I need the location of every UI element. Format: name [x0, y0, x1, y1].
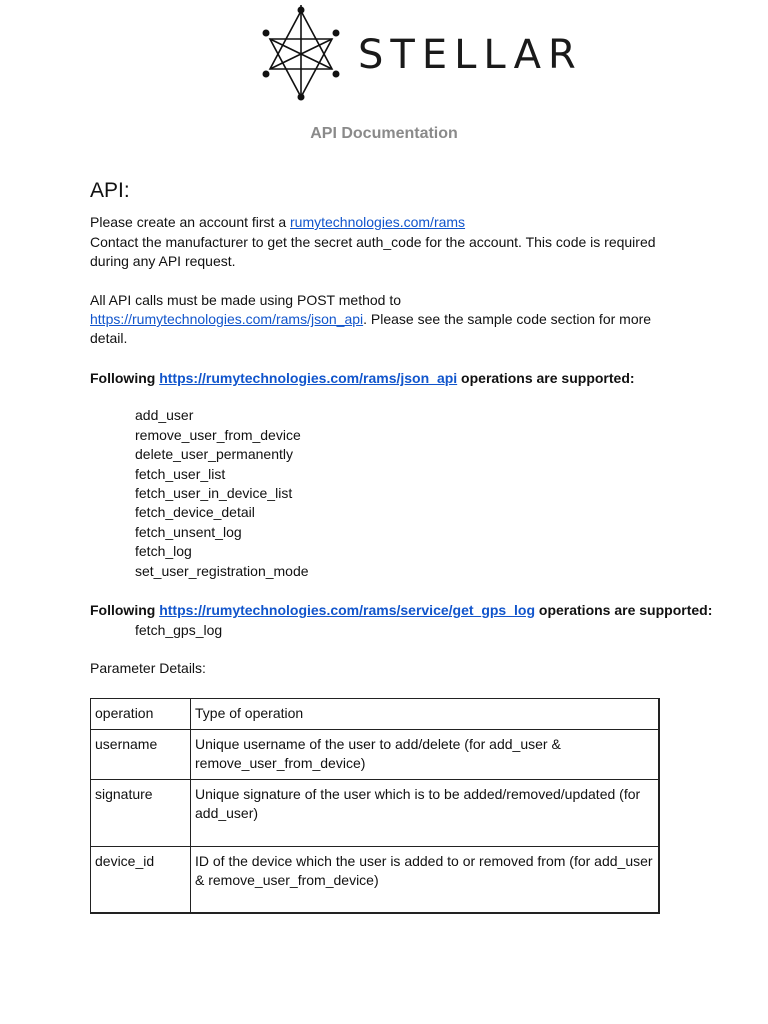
post-info-text: . Please see the sample code section for more [363, 311, 652, 327]
post-info-line-2 [90, 310, 651, 329]
section2-prefix: Following [90, 602, 160, 618]
stellar-logo [258, 5, 583, 101]
operation-item: remove_user_from_device [135, 427, 301, 443]
section1-heading [90, 369, 635, 388]
param-name: username [91, 730, 191, 780]
post-info-line-3: detail. [90, 330, 128, 346]
param-name: device_id [91, 847, 191, 913]
table-row [91, 699, 660, 730]
param-name: operation [91, 699, 191, 730]
section1-prefix: Following [90, 370, 160, 386]
operation-item: fetch_user_in_device_list [135, 485, 293, 501]
operation-item: fetch_device_detail [135, 504, 255, 520]
operation-item: add_user [135, 407, 194, 423]
intro-text: Please create an account first a [90, 214, 290, 230]
param-description: Type of operation [191, 699, 660, 730]
params-heading: Parameter Details: [90, 660, 206, 676]
gps-log-link[interactable]: https://rumytechnologies.com/rams/service/get_gps_log [159, 602, 535, 618]
table-row [91, 847, 660, 913]
params-table [90, 698, 660, 914]
param-name: signature [91, 780, 191, 847]
logo-wordmark: STELLAR [358, 32, 583, 78]
document-title: API Documentation [310, 125, 458, 142]
intro-line-1 [90, 213, 465, 232]
operation-item: set_user_registration_mode [135, 563, 309, 579]
operation-item: fetch_log [135, 543, 192, 559]
operation-item: fetch_gps_log [135, 622, 223, 638]
param-description: ID of the device which the user is added to or removed from (for add_user & remove_user_from_device) [191, 847, 660, 913]
json-api-link[interactable]: https://rumytechnologies.com/rams/json_api [90, 311, 364, 327]
operation-item: delete_user_permanently [135, 446, 293, 462]
table-row [91, 730, 660, 780]
section1-suffix: operations are supported: [457, 370, 635, 386]
section1-json-api-link[interactable]: https://rumytechnologies.com/rams/json_api [159, 370, 458, 386]
operation-item: fetch_unsent_log [135, 524, 242, 540]
intro-line-3: during any API request. [90, 253, 236, 269]
param-description: Unique signature of the user which is to be added/removed/updated (for add_user) [191, 780, 660, 847]
rams-link[interactable]: rumytechnologies.com/rams [290, 214, 466, 230]
section2-suffix: operations are supported: [535, 602, 713, 618]
star-of-david-icon [258, 5, 348, 101]
intro-line-2: Contact the manufacturer to get the secret auth_code for the account. This code is required [90, 234, 656, 250]
table-row [91, 780, 660, 847]
post-info-line-1: All API calls must be made using POST method to [90, 292, 402, 308]
operation-item: fetch_user_list [135, 466, 226, 482]
section2-heading [90, 601, 712, 620]
api-heading: API: [90, 179, 130, 202]
param-description: Unique username of the user to add/delete (for add_user & remove_user_from_device) [191, 730, 660, 780]
